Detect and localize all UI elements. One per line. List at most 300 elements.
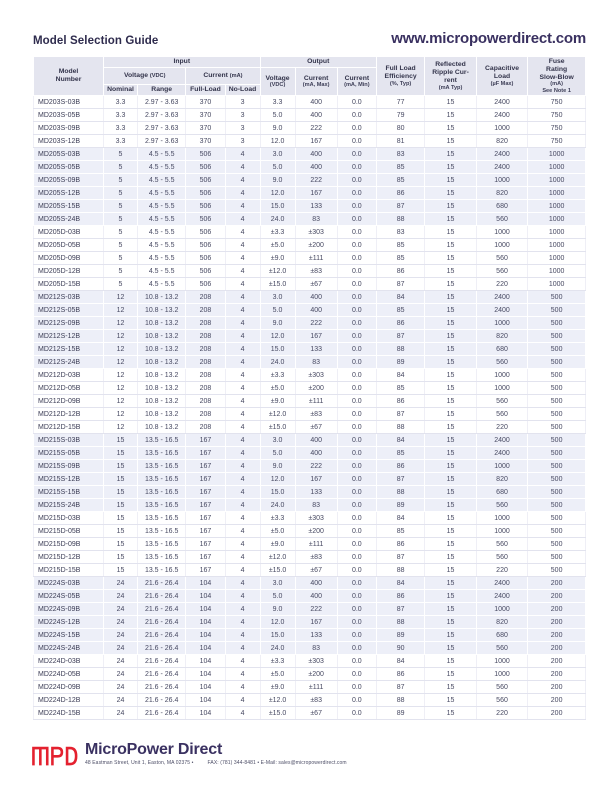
table-row <box>34 265 586 278</box>
cell-efficiency: 89 <box>376 629 424 642</box>
table-row <box>34 382 586 395</box>
cell-input-range: 21.6 - 26.4 <box>137 629 185 642</box>
cell-input-range: 10.8 - 13.2 <box>137 421 185 434</box>
cell-input-no-load: 4 <box>225 161 260 174</box>
cell-input-range: 13.5 - 16.5 <box>137 512 185 525</box>
cell-capacitive-load: 560 <box>476 395 527 408</box>
cell-input-nominal: 15 <box>104 564 138 577</box>
footer-text-block <box>85 742 361 766</box>
cell-ripple-current: 15 <box>425 239 476 252</box>
cell-input-range: 10.8 - 13.2 <box>137 291 185 304</box>
cell-input-no-load: 4 <box>225 252 260 265</box>
cell-output-current-max: ±111 <box>295 395 337 408</box>
cell-output-current-max: ±200 <box>295 382 337 395</box>
cell-output-current-min: 0.0 <box>337 564 376 577</box>
cell-output-voltage: ±9.0 <box>260 681 295 694</box>
cell-fuse-rating: 500 <box>528 395 586 408</box>
cell-output-current-min: 0.0 <box>337 707 376 720</box>
cell-fuse-rating: 1000 <box>528 174 586 187</box>
cell-output-current-min: 0.0 <box>337 226 376 239</box>
cell-efficiency: 85 <box>376 525 424 538</box>
cell-output-current-max: 133 <box>295 343 337 356</box>
cell-ripple-current: 15 <box>425 408 476 421</box>
cell-output-voltage: 3.3 <box>260 96 295 109</box>
cell-input-range: 10.8 - 13.2 <box>137 395 185 408</box>
cell-model: MD224S-09B <box>34 603 104 616</box>
cell-efficiency: 87 <box>376 551 424 564</box>
cell-capacitive-load: 560 <box>476 265 527 278</box>
cell-output-current-max: 400 <box>295 434 337 447</box>
cell-efficiency: 89 <box>376 499 424 512</box>
cell-output-voltage: ±12.0 <box>260 265 295 278</box>
cell-input-range: 13.5 - 16.5 <box>137 460 185 473</box>
cell-fuse-rating: 500 <box>528 499 586 512</box>
cell-efficiency: 84 <box>376 291 424 304</box>
table-row <box>34 590 586 603</box>
cell-fuse-rating: 1000 <box>528 213 586 226</box>
cell-output-current-max: ±303 <box>295 369 337 382</box>
cell-input-range: 13.5 - 16.5 <box>137 538 185 551</box>
cell-input-nominal: 24 <box>104 590 138 603</box>
cell-capacitive-load: 2400 <box>476 291 527 304</box>
cell-input-nominal: 5 <box>104 174 138 187</box>
cell-capacitive-load: 820 <box>476 330 527 343</box>
cell-input-no-load: 4 <box>225 707 260 720</box>
cell-efficiency: 88 <box>376 421 424 434</box>
cell-input-nominal: 5 <box>104 213 138 226</box>
cell-input-full-load: 104 <box>186 668 225 681</box>
cell-ripple-current: 15 <box>425 252 476 265</box>
cell-efficiency: 79 <box>376 109 424 122</box>
cell-efficiency: 86 <box>376 187 424 200</box>
cell-output-voltage: 5.0 <box>260 304 295 317</box>
model-selection-table <box>33 56 586 720</box>
cell-input-full-load: 104 <box>186 694 225 707</box>
cell-efficiency: 86 <box>376 590 424 603</box>
table-row <box>34 707 586 720</box>
cell-fuse-rating: 200 <box>528 694 586 707</box>
table-row <box>34 109 586 122</box>
cell-ripple-current: 15 <box>425 148 476 161</box>
table-row <box>34 577 586 590</box>
cell-capacitive-load: 1000 <box>476 382 527 395</box>
table-row <box>34 681 586 694</box>
col-header-nominal: Nominal <box>104 85 138 96</box>
cell-input-full-load: 506 <box>186 161 225 174</box>
cell-input-full-load: 208 <box>186 304 225 317</box>
table-row <box>34 564 586 577</box>
cell-output-current-min: 0.0 <box>337 616 376 629</box>
cell-input-full-load: 208 <box>186 343 225 356</box>
cell-model: MD224D-05B <box>34 668 104 681</box>
cell-efficiency: 88 <box>376 486 424 499</box>
cell-input-range: 21.6 - 26.4 <box>137 707 185 720</box>
table-row <box>34 356 586 369</box>
cell-ripple-current: 15 <box>425 291 476 304</box>
cell-fuse-rating: 500 <box>528 382 586 395</box>
cell-input-nominal: 5 <box>104 148 138 161</box>
cell-model: MD224D-09B <box>34 681 104 694</box>
cell-input-full-load: 104 <box>186 590 225 603</box>
cell-output-current-max: 400 <box>295 304 337 317</box>
cell-model: MD212D-03B <box>34 369 104 382</box>
cell-fuse-rating: 500 <box>528 564 586 577</box>
cell-fuse-rating: 500 <box>528 330 586 343</box>
cell-capacitive-load: 1000 <box>476 460 527 473</box>
cell-capacitive-load: 680 <box>476 486 527 499</box>
cell-efficiency: 89 <box>376 356 424 369</box>
cell-input-nominal: 12 <box>104 304 138 317</box>
cell-fuse-rating: 1000 <box>528 161 586 174</box>
cell-input-range: 10.8 - 13.2 <box>137 382 185 395</box>
cell-output-current-max: 222 <box>295 317 337 330</box>
cell-output-current-min: 0.0 <box>337 213 376 226</box>
cell-fuse-rating: 1000 <box>528 148 586 161</box>
cell-model: MD203S-05B <box>34 109 104 122</box>
cell-fuse-rating: 500 <box>528 408 586 421</box>
table-row <box>34 161 586 174</box>
cell-fuse-rating: 750 <box>528 122 586 135</box>
cell-model: MD215D-03B <box>34 512 104 525</box>
cell-model: MD205D-09B <box>34 252 104 265</box>
cell-input-range: 10.8 - 13.2 <box>137 408 185 421</box>
cell-efficiency: 87 <box>376 200 424 213</box>
cell-capacitive-load: 680 <box>476 200 527 213</box>
cell-efficiency: 86 <box>376 668 424 681</box>
cell-input-full-load: 506 <box>186 278 225 291</box>
cell-output-voltage: ±15.0 <box>260 421 295 434</box>
cell-capacitive-load: 1000 <box>476 668 527 681</box>
cell-input-range: 2.97 - 3.63 <box>137 109 185 122</box>
cell-input-nominal: 24 <box>104 629 138 642</box>
cell-fuse-rating: 200 <box>528 577 586 590</box>
cell-capacitive-load: 560 <box>476 642 527 655</box>
cell-input-no-load: 4 <box>225 200 260 213</box>
cell-input-full-load: 104 <box>186 603 225 616</box>
cell-model: MD224S-03B <box>34 577 104 590</box>
cell-output-current-min: 0.0 <box>337 512 376 525</box>
col-header-output-current-max: Current (mA, Max) <box>295 68 337 96</box>
cell-model: MD212D-05B <box>34 382 104 395</box>
address-line: 48 Eastman Street, Unit 1, Easton, MA 02375 • <box>85 760 194 766</box>
cell-input-nominal: 12 <box>104 356 138 369</box>
table-row <box>34 694 586 707</box>
cell-output-voltage: 24.0 <box>260 213 295 226</box>
cell-output-current-min: 0.0 <box>337 239 376 252</box>
cell-input-nominal: 5 <box>104 252 138 265</box>
cell-input-range: 4.5 - 5.5 <box>137 265 185 278</box>
cell-model: MD215S-15B <box>34 486 104 499</box>
cell-input-nominal: 15 <box>104 499 138 512</box>
cell-output-current-min: 0.0 <box>337 447 376 460</box>
cell-efficiency: 87 <box>376 330 424 343</box>
cell-output-voltage: ±12.0 <box>260 694 295 707</box>
cell-output-current-min: 0.0 <box>337 577 376 590</box>
cell-input-no-load: 4 <box>225 395 260 408</box>
cell-output-current-min: 0.0 <box>337 382 376 395</box>
cell-output-voltage: 12.0 <box>260 616 295 629</box>
cell-input-no-load: 4 <box>225 668 260 681</box>
cell-model: MD215S-12B <box>34 473 104 486</box>
cell-ripple-current: 15 <box>425 174 476 187</box>
cell-input-nominal: 12 <box>104 369 138 382</box>
cell-output-current-min: 0.0 <box>337 148 376 161</box>
cell-input-no-load: 4 <box>225 551 260 564</box>
cell-input-range: 21.6 - 26.4 <box>137 642 185 655</box>
cell-output-current-min: 0.0 <box>337 304 376 317</box>
cell-input-full-load: 104 <box>186 681 225 694</box>
cell-output-current-max: 400 <box>295 291 337 304</box>
table-header <box>34 57 586 96</box>
cell-output-current-max: 167 <box>295 473 337 486</box>
cell-input-range: 4.5 - 5.5 <box>137 239 185 252</box>
cell-input-no-load: 4 <box>225 330 260 343</box>
cell-input-nominal: 5 <box>104 187 138 200</box>
cell-input-nominal: 12 <box>104 395 138 408</box>
cell-output-current-min: 0.0 <box>337 187 376 200</box>
cell-input-no-load: 4 <box>225 629 260 642</box>
company-name: MicroPower Direct <box>85 741 223 758</box>
cell-fuse-rating: 1000 <box>528 239 586 252</box>
cell-input-nominal: 15 <box>104 460 138 473</box>
cell-capacitive-load: 560 <box>476 408 527 421</box>
cell-output-current-min: 0.0 <box>337 499 376 512</box>
cell-capacitive-load: 1000 <box>476 525 527 538</box>
cell-output-current-min: 0.0 <box>337 421 376 434</box>
cell-input-full-load: 167 <box>186 434 225 447</box>
cell-ripple-current: 15 <box>425 525 476 538</box>
cell-input-full-load: 104 <box>186 616 225 629</box>
cell-output-voltage: ±12.0 <box>260 408 295 421</box>
cell-model: MD215D-09B <box>34 538 104 551</box>
cell-input-range: 10.8 - 13.2 <box>137 369 185 382</box>
cell-input-full-load: 208 <box>186 408 225 421</box>
cell-input-nominal: 15 <box>104 434 138 447</box>
cell-efficiency: 88 <box>376 343 424 356</box>
cell-fuse-rating: 200 <box>528 603 586 616</box>
table-row <box>34 603 586 616</box>
mpd-logo-icon <box>30 744 80 766</box>
cell-input-no-load: 4 <box>225 616 260 629</box>
cell-output-voltage: 15.0 <box>260 486 295 499</box>
cell-output-voltage: 15.0 <box>260 629 295 642</box>
cell-input-no-load: 4 <box>225 239 260 252</box>
cell-ripple-current: 15 <box>425 629 476 642</box>
cell-output-current-min: 0.0 <box>337 590 376 603</box>
cell-capacitive-load: 680 <box>476 629 527 642</box>
cell-input-range: 21.6 - 26.4 <box>137 590 185 603</box>
cell-output-voltage: ±12.0 <box>260 551 295 564</box>
table-row <box>34 239 586 252</box>
table-row <box>34 421 586 434</box>
col-header-no-load: No-Load <box>225 85 260 96</box>
table-row <box>34 369 586 382</box>
cell-input-nominal: 24 <box>104 603 138 616</box>
cell-ripple-current: 15 <box>425 278 476 291</box>
cell-output-voltage: ±9.0 <box>260 252 295 265</box>
cell-output-voltage: ±15.0 <box>260 564 295 577</box>
cell-fuse-rating: 200 <box>528 707 586 720</box>
cell-input-nominal: 15 <box>104 538 138 551</box>
table-row <box>34 291 586 304</box>
cell-efficiency: 77 <box>376 96 424 109</box>
cell-efficiency: 86 <box>376 265 424 278</box>
cell-model: MD224S-24B <box>34 642 104 655</box>
cell-efficiency: 88 <box>376 564 424 577</box>
col-header-range: Range <box>137 85 185 96</box>
cell-capacitive-load: 560 <box>476 538 527 551</box>
cell-input-range: 4.5 - 5.5 <box>137 213 185 226</box>
cell-input-full-load: 506 <box>186 174 225 187</box>
cell-output-current-max: ±83 <box>295 551 337 564</box>
cell-input-nominal: 15 <box>104 512 138 525</box>
cell-output-current-min: 0.0 <box>337 395 376 408</box>
cell-input-no-load: 4 <box>225 408 260 421</box>
cell-input-full-load: 370 <box>186 122 225 135</box>
cell-input-range: 13.5 - 16.5 <box>137 434 185 447</box>
cell-input-range: 13.5 - 16.5 <box>137 525 185 538</box>
cell-output-current-max: ±83 <box>295 265 337 278</box>
cell-input-full-load: 167 <box>186 499 225 512</box>
cell-capacitive-load: 1000 <box>476 239 527 252</box>
col-header-model-number: Model Number <box>34 57 104 96</box>
cell-input-no-load: 4 <box>225 356 260 369</box>
table-row <box>34 473 586 486</box>
cell-output-current-min: 0.0 <box>337 109 376 122</box>
cell-efficiency: 88 <box>376 694 424 707</box>
cell-output-current-min: 0.0 <box>337 408 376 421</box>
cell-capacitive-load: 220 <box>476 564 527 577</box>
cell-model: MD205S-03B <box>34 148 104 161</box>
cell-input-range: 21.6 - 26.4 <box>137 655 185 668</box>
cell-capacitive-load: 1000 <box>476 512 527 525</box>
table-row <box>34 278 586 291</box>
table-row <box>34 213 586 226</box>
cell-input-full-load: 167 <box>186 525 225 538</box>
table-row <box>34 538 586 551</box>
cell-ripple-current: 15 <box>425 616 476 629</box>
cell-output-current-max: 222 <box>295 174 337 187</box>
cell-output-current-max: ±111 <box>295 681 337 694</box>
cell-input-full-load: 506 <box>186 200 225 213</box>
cell-input-full-load: 370 <box>186 96 225 109</box>
cell-capacitive-load: 2400 <box>476 577 527 590</box>
cell-input-no-load: 4 <box>225 564 260 577</box>
cell-output-current-max: 133 <box>295 486 337 499</box>
cell-ripple-current: 15 <box>425 538 476 551</box>
cell-ripple-current: 15 <box>425 187 476 200</box>
cell-ripple-current: 15 <box>425 226 476 239</box>
cell-fuse-rating: 500 <box>528 538 586 551</box>
table-row <box>34 434 586 447</box>
cell-output-current-max: ±67 <box>295 421 337 434</box>
col-header-ripple-current: Reflected Ripple Cur- rent (mA Typ) <box>425 57 476 96</box>
cell-ripple-current: 15 <box>425 213 476 226</box>
cell-output-voltage: 24.0 <box>260 499 295 512</box>
cell-input-no-load: 4 <box>225 447 260 460</box>
cell-input-no-load: 4 <box>225 538 260 551</box>
cell-output-voltage: ±15.0 <box>260 278 295 291</box>
cell-output-current-max: ±111 <box>295 252 337 265</box>
cell-output-current-min: 0.0 <box>337 135 376 148</box>
cell-fuse-rating: 200 <box>528 616 586 629</box>
cell-input-nominal: 24 <box>104 616 138 629</box>
cell-output-voltage: ±15.0 <box>260 707 295 720</box>
cell-input-no-load: 4 <box>225 187 260 200</box>
cell-output-current-max: 400 <box>295 96 337 109</box>
website-link[interactable]: www.micropowerdirect.com <box>391 30 586 47</box>
cell-input-nominal: 12 <box>104 330 138 343</box>
cell-fuse-rating: 500 <box>528 356 586 369</box>
cell-output-current-max: 400 <box>295 161 337 174</box>
cell-input-no-load: 3 <box>225 109 260 122</box>
cell-output-current-min: 0.0 <box>337 161 376 174</box>
cell-model: MD203S-12B <box>34 135 104 148</box>
cell-output-voltage: ±3.3 <box>260 226 295 239</box>
cell-efficiency: 87 <box>376 408 424 421</box>
cell-input-full-load: 208 <box>186 317 225 330</box>
cell-output-current-max: ±67 <box>295 278 337 291</box>
cell-input-no-load: 4 <box>225 694 260 707</box>
table-row <box>34 551 586 564</box>
cell-input-range: 10.8 - 13.2 <box>137 304 185 317</box>
cell-fuse-rating: 200 <box>528 681 586 694</box>
cell-model: MD224S-05B <box>34 590 104 603</box>
cell-output-voltage: 5.0 <box>260 447 295 460</box>
cell-input-no-load: 4 <box>225 473 260 486</box>
cell-fuse-rating: 750 <box>528 96 586 109</box>
cell-output-current-min: 0.0 <box>337 356 376 369</box>
cell-model: MD205S-05B <box>34 161 104 174</box>
col-header-efficiency: Full Load Efficiency (%, Typ) <box>376 57 424 96</box>
contact-line[interactable]: FAX: (781) 344-8481 • E-Mail: sales@micropowerdirect.com <box>207 760 347 766</box>
cell-fuse-rating: 500 <box>528 421 586 434</box>
table-row <box>34 629 586 642</box>
cell-ripple-current: 15 <box>425 694 476 707</box>
table-row <box>34 408 586 421</box>
page-footer <box>30 742 361 766</box>
cell-input-no-load: 4 <box>225 265 260 278</box>
cell-model: MD212D-12B <box>34 408 104 421</box>
cell-input-nominal: 12 <box>104 343 138 356</box>
cell-capacitive-load: 560 <box>476 694 527 707</box>
cell-ripple-current: 15 <box>425 564 476 577</box>
cell-ripple-current: 15 <box>425 655 476 668</box>
cell-output-current-min: 0.0 <box>337 369 376 382</box>
cell-output-current-max: 83 <box>295 499 337 512</box>
cell-ripple-current: 15 <box>425 590 476 603</box>
cell-efficiency: 85 <box>376 304 424 317</box>
cell-input-full-load: 167 <box>186 460 225 473</box>
cell-fuse-rating: 1000 <box>528 265 586 278</box>
col-header-input-voltage: Voltage (VDC) <box>104 68 186 85</box>
cell-input-full-load: 167 <box>186 551 225 564</box>
table-row <box>34 252 586 265</box>
cell-fuse-rating: 500 <box>528 291 586 304</box>
cell-input-full-load: 370 <box>186 135 225 148</box>
cell-output-current-min: 0.0 <box>337 291 376 304</box>
cell-input-nominal: 12 <box>104 317 138 330</box>
cell-ripple-current: 15 <box>425 499 476 512</box>
cell-efficiency: 84 <box>376 369 424 382</box>
cell-output-current-max: 400 <box>295 109 337 122</box>
cell-fuse-rating: 500 <box>528 304 586 317</box>
cell-input-range: 4.5 - 5.5 <box>137 148 185 161</box>
cell-input-range: 4.5 - 5.5 <box>137 187 185 200</box>
cell-ripple-current: 15 <box>425 109 476 122</box>
cell-output-voltage: 12.0 <box>260 473 295 486</box>
cell-efficiency: 87 <box>376 603 424 616</box>
